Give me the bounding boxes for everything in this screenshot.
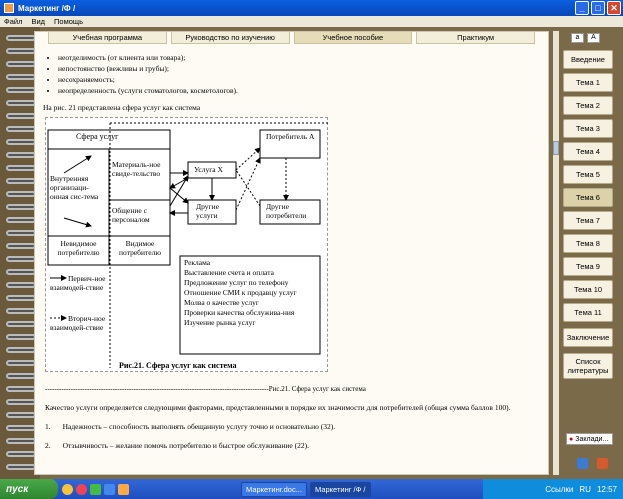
list-item <box>45 421 545 432</box>
nav-item[interactable]: Введение <box>563 50 613 69</box>
close-button[interactable]: ✕ <box>607 1 621 15</box>
title-bar <box>0 0 623 16</box>
nav-item[interactable]: Тема 11 <box>563 303 613 322</box>
dash-caption: Рис.21. Сфера услуг как система <box>268 385 366 393</box>
quick-launch-icon[interactable] <box>90 484 101 495</box>
spiral-ring <box>6 269 36 275</box>
other-consumers: Другие потребители <box>266 202 307 220</box>
spiral-ring <box>6 48 36 54</box>
list-item: • непостоянство (вежливы и грубы); <box>58 63 543 74</box>
spiral-ring <box>6 295 36 301</box>
taskbar <box>0 479 623 499</box>
factor-item: Молва о качестве услуг <box>184 298 259 307</box>
tab-practicum[interactable]: Практикум <box>416 32 535 44</box>
internal-org: Внутренняя организаци-онная сис-тема <box>50 174 99 201</box>
tab-textbook[interactable]: Учебное пособие <box>294 32 413 44</box>
spiral-ring <box>6 100 36 106</box>
spiral-ring <box>6 61 36 67</box>
dash-fill: ------------------------------------------------------------------------------------------------ <box>45 385 269 393</box>
system-tray <box>483 479 623 499</box>
app-icon <box>4 3 14 13</box>
spiral-ring <box>6 165 36 171</box>
spiral-ring <box>6 373 36 379</box>
exit-icon[interactable] <box>597 458 608 469</box>
maximize-button[interactable]: □ <box>591 1 605 15</box>
paragraph-text: Качество услуги определяется следующими факторами, представленными в порядке их значимости для потребителей (общая сумма баллов 100). <box>45 403 511 412</box>
spiral-ring <box>6 308 36 314</box>
spiral-ring <box>6 334 36 340</box>
list-text: Отзывчивость – желание помочь потребителю и быстрое обслуживание (22). <box>62 441 309 450</box>
nav-item[interactable]: Тема 2 <box>563 96 613 115</box>
figure <box>45 117 328 372</box>
consumer-a: Потребитель А <box>266 132 315 141</box>
content <box>43 52 543 113</box>
start-button[interactable] <box>0 479 58 499</box>
spiral-ring <box>6 204 36 210</box>
spiral-ring <box>6 152 36 158</box>
language-indicator[interactable]: RU <box>579 484 591 494</box>
font-size-buttons <box>571 33 600 43</box>
quick-launch <box>58 479 238 499</box>
minimize-button[interactable]: _ <box>575 1 589 15</box>
nav-item[interactable]: Тема 7 <box>563 211 613 230</box>
material-evidence: Материаль-ное свиде-тельство <box>112 160 161 178</box>
spiral-ring <box>6 126 36 132</box>
tab-guide[interactable]: Руководство по изучению <box>171 32 290 44</box>
font-larger-button[interactable]: A <box>587 33 600 43</box>
spiral-ring <box>6 451 36 457</box>
list-text: Надежность – способность выполнять обещанную услугу точно и основательно (32). <box>62 422 336 431</box>
task-marketing[interactable] <box>310 482 371 497</box>
top-tabs <box>48 32 535 45</box>
links-label[interactable]: Ссылки <box>545 484 574 494</box>
nav-item[interactable]: Тема 8 <box>563 234 613 253</box>
spiral-ring <box>6 74 36 80</box>
spiral-ring <box>6 243 36 249</box>
nav-item[interactable]: Тема 1 <box>563 73 613 92</box>
factor-item: Предложение услуг по телефону <box>184 278 289 287</box>
spiral-ring <box>6 425 36 431</box>
intro-text: На рис. 21 представлена сфера услуг как система <box>43 103 201 112</box>
quick-launch-icon[interactable] <box>62 484 73 495</box>
spiral-ring <box>6 113 36 119</box>
list-number: 1. <box>45 422 51 431</box>
tab-program[interactable]: Учебная программа <box>48 32 167 44</box>
factors-box <box>184 258 318 328</box>
task-label: Маркетинг.doc... <box>246 484 302 494</box>
bookmark-icon: ● <box>569 435 574 443</box>
task-word[interactable] <box>241 482 307 497</box>
clock: 12:57 <box>596 484 617 494</box>
nav-item[interactable]: Заключение <box>563 328 613 347</box>
menu-bar <box>0 16 623 27</box>
spiral-ring <box>6 230 36 236</box>
factor-item: Проверки качества обслужива-ния <box>184 308 295 317</box>
staff-contact: Общение с персоналом <box>112 206 150 224</box>
bookmarks-button[interactable] <box>566 433 613 445</box>
spiral-ring <box>6 256 36 262</box>
start-label: пуск <box>6 483 29 495</box>
factor-item: Реклама <box>184 258 211 267</box>
nav-item[interactable]: Тема 10 <box>563 280 613 299</box>
sphere-title: Сфера услуг <box>76 132 119 141</box>
factor-item: Выставление счета и оплата <box>184 268 274 277</box>
bookmarks-label: Заклади... <box>575 435 609 443</box>
list-item: • неопределенность (услуги стоматологов, косметологов). <box>58 85 543 96</box>
font-smaller-button[interactable]: a <box>571 33 584 43</box>
invisible-label: Невидимое потребителю <box>57 239 100 257</box>
spiral-ring <box>6 217 36 223</box>
nav-item[interactable]: Тема 9 <box>563 257 613 276</box>
nav-item[interactable]: Тема 5 <box>563 165 613 184</box>
spiral-ring <box>6 178 36 184</box>
nav-item[interactable]: Тема 6 <box>563 188 613 207</box>
list-item <box>45 440 545 451</box>
scroll-thumb[interactable] <box>553 141 559 155</box>
spiral-ring <box>6 412 36 418</box>
right-panel <box>551 31 623 475</box>
figure-caption: Рис.21. Сфера услуг как система <box>119 361 237 370</box>
spiral-ring <box>6 139 36 145</box>
nav-item[interactable]: Список литературы <box>563 353 613 379</box>
spiral-ring <box>6 464 36 470</box>
spiral-ring <box>6 191 36 197</box>
list-item: • несохраняемость; <box>58 74 543 85</box>
quick-launch-icon[interactable] <box>104 484 115 495</box>
spiral-ring <box>6 438 36 444</box>
body-paragraph <box>45 402 545 451</box>
primary-interaction: Первич-ное взаимодей-ствие <box>50 274 106 292</box>
spiral-ring <box>6 321 36 327</box>
help-icon[interactable] <box>577 458 588 469</box>
spiral-ring <box>6 347 36 353</box>
page-scrollbar[interactable] <box>553 31 559 475</box>
list-item: • неотделимость (от клиента или товара); <box>58 52 543 63</box>
spiral-ring <box>6 386 36 392</box>
factor-item: Отношение СМИ к продавцу услуг <box>184 288 297 297</box>
factor-item: Изучение рынка услуг <box>184 318 256 327</box>
nav-item[interactable]: Тема 4 <box>563 142 613 161</box>
spiral-ring <box>6 399 36 405</box>
spiral-ring <box>6 282 36 288</box>
page <box>34 31 549 475</box>
bullet-list <box>43 52 543 96</box>
visible-label: Видимое потребителю <box>119 239 161 257</box>
menu-help[interactable]: Помощь <box>54 17 83 26</box>
menu-view[interactable]: Вид <box>31 17 46 26</box>
spiral-ring <box>6 360 36 366</box>
nav-item[interactable]: Тема 3 <box>563 119 613 138</box>
window-title: Маркетинг /Ф / <box>18 3 76 13</box>
other-services: Другие услуги <box>196 202 219 220</box>
quick-launch-icon[interactable] <box>76 484 87 495</box>
secondary-interaction: Вторич-ное взаимодей-ствие <box>50 314 106 332</box>
service-x: Услуга Х <box>194 165 223 174</box>
menu-file[interactable]: Файл <box>4 17 23 26</box>
dash-caption-line <box>45 385 545 393</box>
list-number: 2. <box>45 441 51 450</box>
task-label: Маркетинг /Ф / <box>314 484 366 494</box>
quick-launch-icon[interactable] <box>118 484 129 495</box>
spiral-ring <box>6 35 36 41</box>
spiral-ring <box>6 87 36 93</box>
